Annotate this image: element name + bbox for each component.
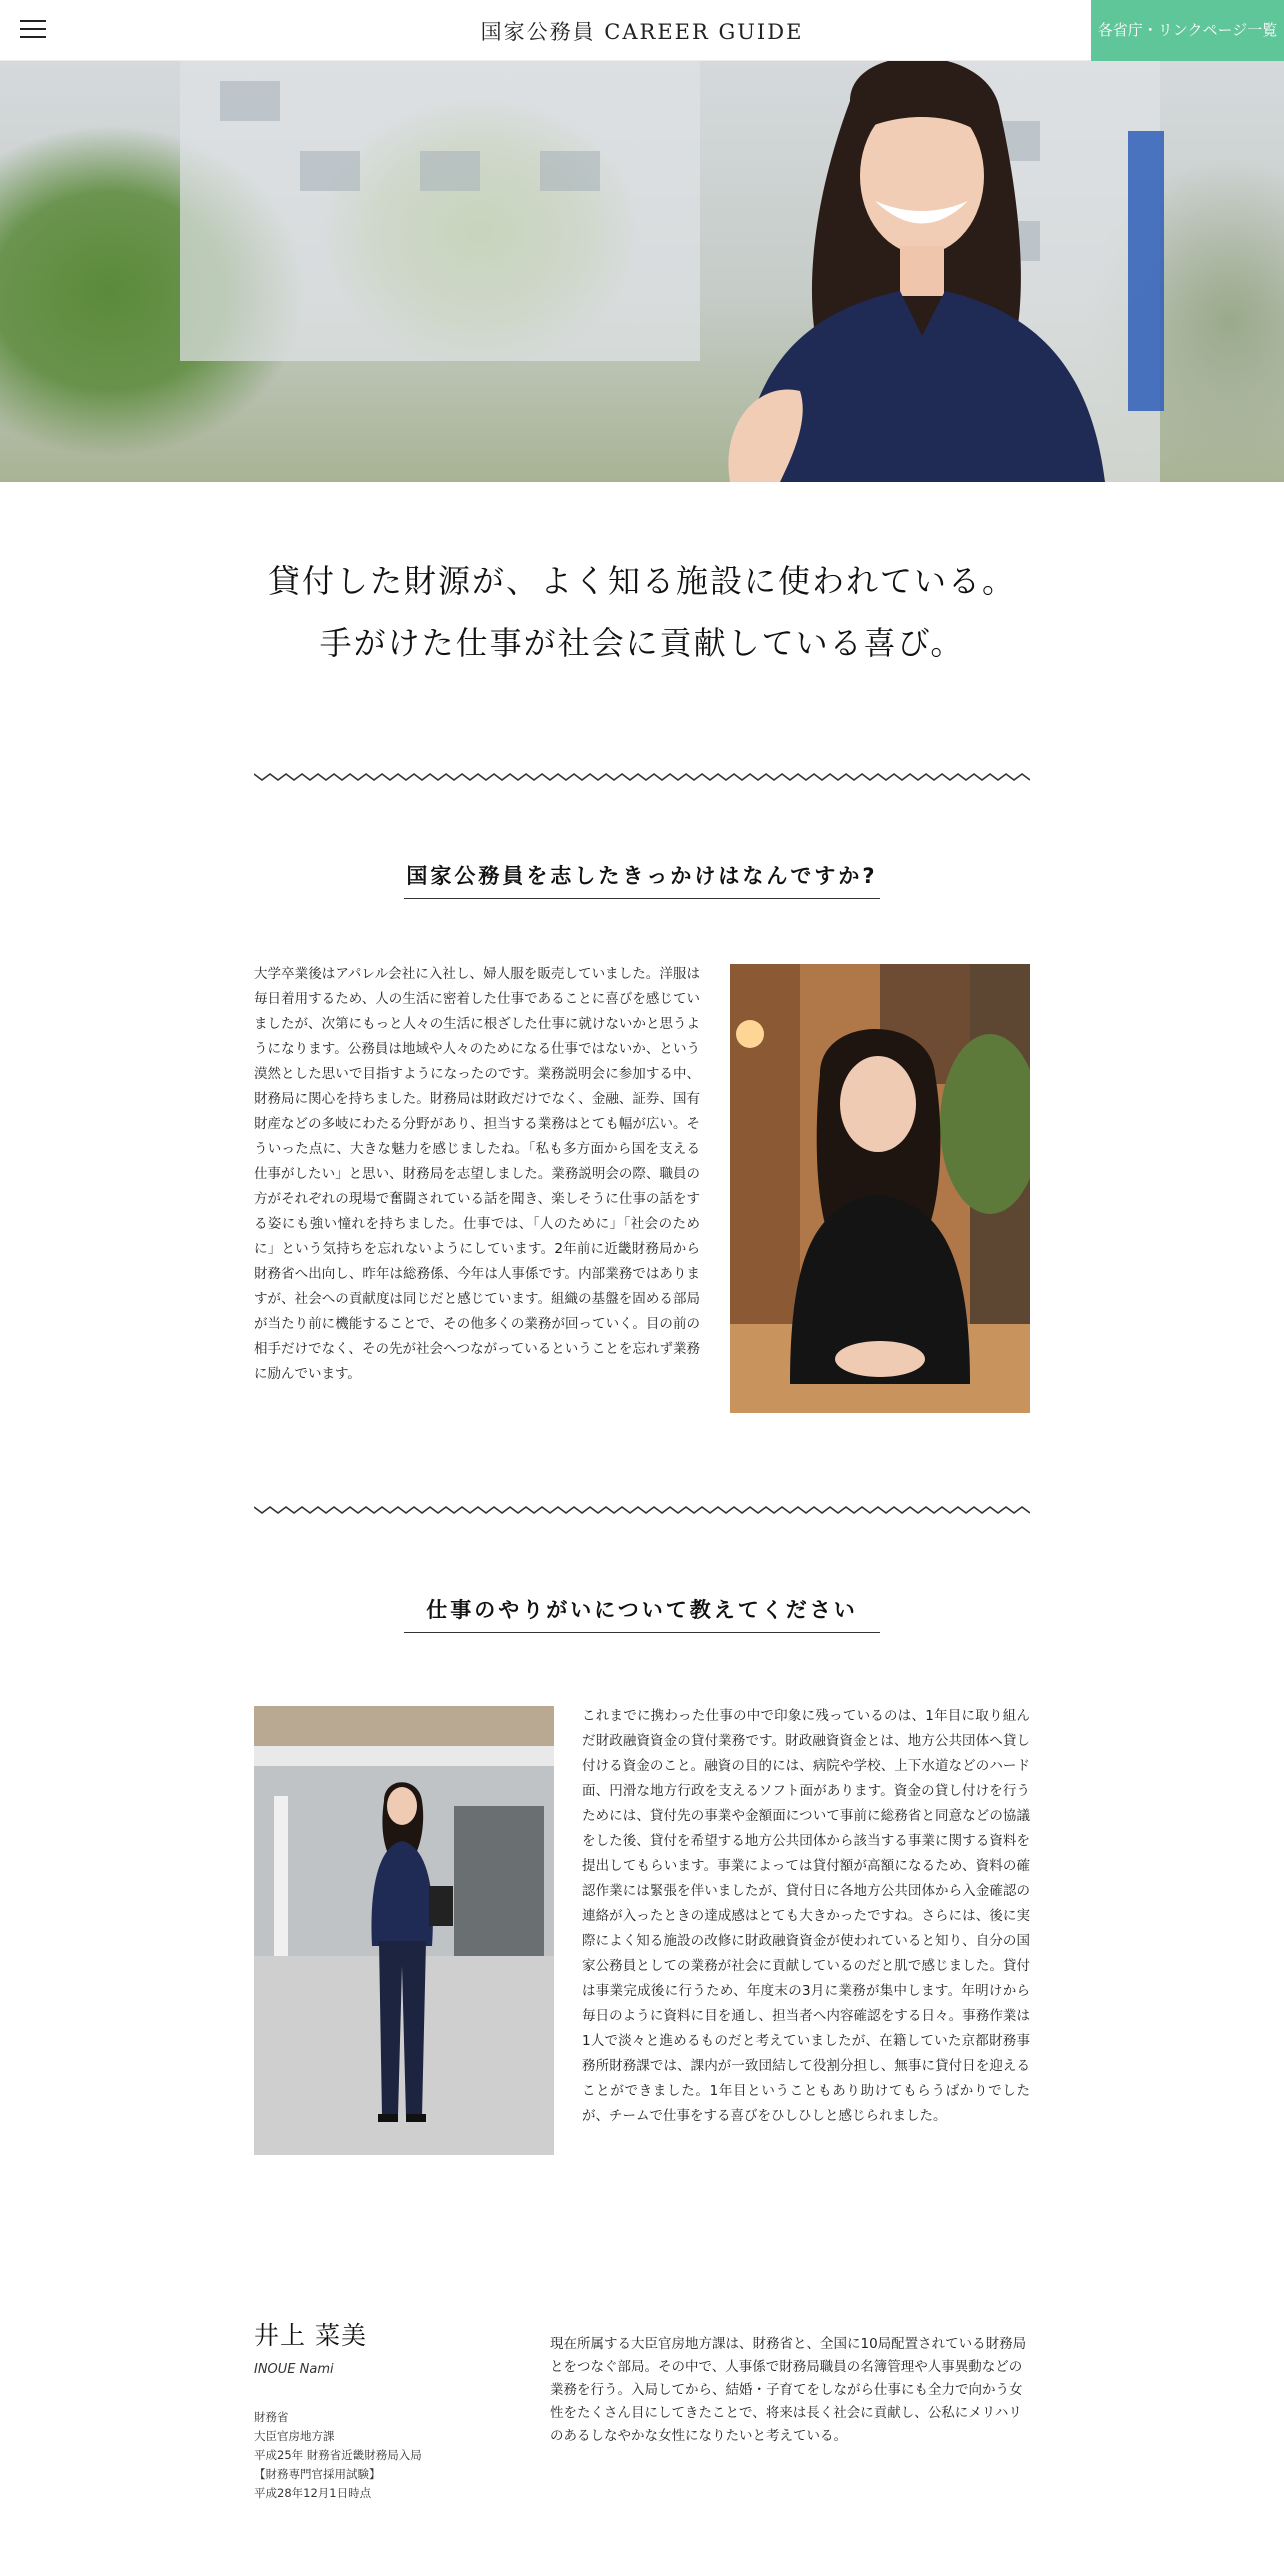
hero-person-image bbox=[700, 61, 1120, 482]
site-title[interactable]: 国家公務員 CAREER GUIDE bbox=[480, 20, 804, 44]
profile-name-english: INOUE Nami bbox=[254, 2362, 334, 2377]
interview-photo-seated bbox=[730, 964, 1030, 1413]
profile-department: 大臣官房地方課 bbox=[254, 2429, 335, 2443]
profile-joined: 平成25年 財務省近畿財務局入局 bbox=[254, 2448, 422, 2462]
section-title-motivation: 国家公務員を志したきっかけはなんですか? bbox=[404, 860, 880, 899]
wavy-divider bbox=[254, 770, 1030, 784]
hero-photo bbox=[0, 61, 1284, 482]
ministry-links-button[interactable]: 各省庁・リンクページ一覧 bbox=[1091, 0, 1284, 61]
profile-as-of: 平成28年12月1日時点 bbox=[254, 2486, 372, 2500]
section-body-rewarding-work: これまでに携わった仕事の中で印象に残っているのは、1年目に取り組んだ財政融資資金の貸付業務です。財政融資資金とは、地方公共団体へ貸し付ける資金のこと。融資の目的には、病院や学校、上下水道などのハード面、円滑な地方行政を支えるソフト面があります。資金の貸し付けを行うためには、貸付先の事業や金額面について事前に総務省と同意などの協議をした後、貸付を希望する地方公共団体から該当する事業に関する資料を提出してもらいます。事業によっては貸付額が高額になるため、資料の確認作業には緊張を伴いましたが、貸付日に各地方公共団体から入金確認の連絡が入ったときの達成感はとても大きかったですね。さらには、後に実際によく知る施設の改修に財政融資資金が使われていると知り、自分の国家公務員としての業務が社会に貢献しているのだと肌で感じました。貸付は事業完成後に行うため、年度末の3月に業務が集中します。年明けから毎日のように資料に目を通し、担当者へ内容確認をする日々。事務作業は1人で淡々と進めるものだと考えていましたが、在籍していた京都財務事務所財務課では、課内が一致団結して役割分担し、無事に貸付日を迎えることができました。1年目ということもあり助けてもらうばかりでしたが、チームで仕事をする喜びをひしひしと感じられました。 bbox=[582, 1708, 1030, 2124]
headline-line-2: 手がけた仕事が社会に貢献している喜び。 bbox=[319, 624, 965, 662]
site-header bbox=[0, 0, 1284, 61]
section-title-rewarding-work: 仕事のやりがいについて教えてください bbox=[404, 1594, 880, 1633]
headline-line-1: 貸付した財源が、よく知る施設に使われている。 bbox=[267, 562, 1016, 600]
profile-name-japanese: 井上 菜美 bbox=[254, 2321, 367, 2350]
wavy-divider bbox=[254, 1503, 1030, 1517]
section-body-motivation: 大学卒業後はアパレル会社に入社し、婦人服を販売していました。洋服は毎日着用するため、人の生活に密着した仕事であることに喜びを感じていましたが、次第にもっと人々の生活に根ざした仕事に就けないかと思うようになります。公務員は地域や人々のためになる仕事ではないか、という漠然とした思いで目指すようになったのです。業務説明会に参加する中、財務局に関心を持ちました。財務局は財政だけでなく、金融、証券、国有財産などの多岐にわたる分野があり、担当する業務はとても幅が広い。そういった点に、大きな魅力を感じましたね。「私も多方面から国を支える仕事がしたい」と思い、財務局を志望しました。業務説明会の際、職員の方がそれぞれの現場で奮闘されている話を聞き、楽しそうに仕事の話をする姿にも強い憧れを持ちました。仕事では、「人のために」「社会のために」という気持ちを忘れないようにしています。2年前に近畿財務局から財務省へ出向し、昨年は総務係、今年は人事係です。内部業務ではありますが、社会への貢献度は同じだと感じています。組織の基盤を固める部局が当たり前に機能することで、その他多くの業務が回っていく。目の前の相手だけでなく、その先が社会へつながっているということを忘れず業務に励んでいます。 bbox=[254, 966, 700, 1382]
profile-description: 現在所属する大臣官房地方課は、財務省と、全国に10局配置されている財務局とをつなぐ部局。その中で、人事係で財務局職員の名簿管理や人事異動などの業務を行う。入局してから、結婚・子育てをしながら仕事にも全力で向かう女性をたくさん目にしてきたことで、将来は長く社会に貢献し、公私にメリハリのあるしなやかな女性になりたいと考えている。 bbox=[550, 2336, 1027, 2444]
profile-exam: 【財務専門官採用試験】 bbox=[254, 2467, 381, 2481]
profile-info bbox=[254, 2408, 422, 2503]
interview-photo-standing bbox=[254, 1706, 554, 2155]
profile-ministry: 財務省 bbox=[254, 2410, 289, 2424]
